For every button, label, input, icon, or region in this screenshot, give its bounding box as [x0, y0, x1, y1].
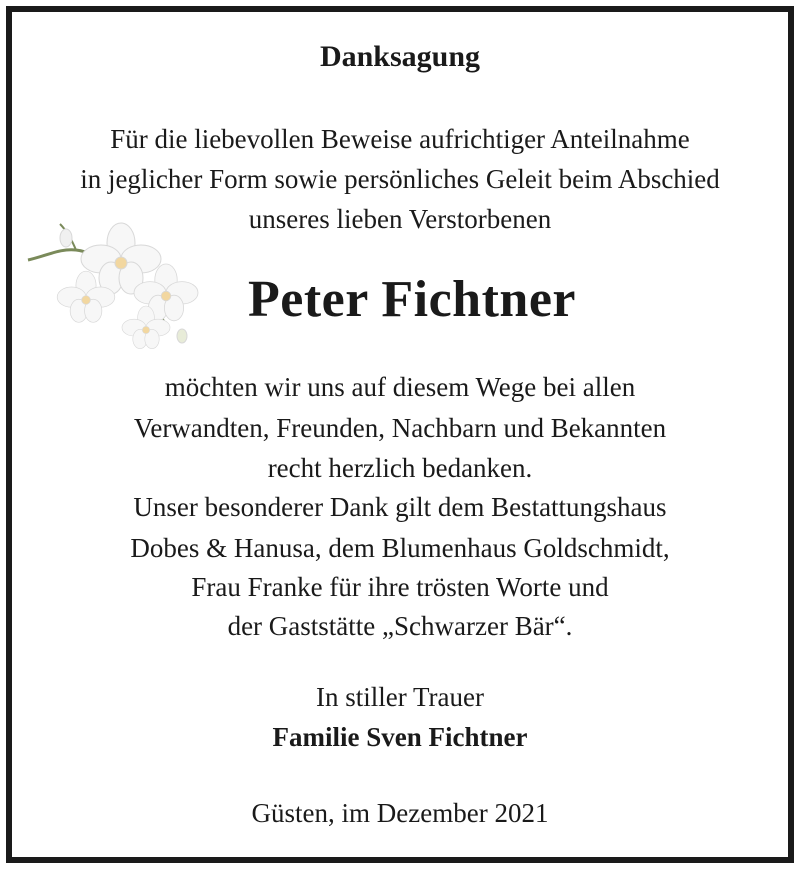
mourning-line: In stiller Trauer	[316, 682, 484, 712]
body-line-1: möchten wir uns auf diesem Wege bei allen	[164, 372, 636, 402]
place-date: Güsten, im Dezember 2021	[251, 798, 549, 828]
deceased-name: Peter Fichtner	[248, 271, 576, 328]
notice-heading: Danksagung	[319, 40, 481, 73]
body-line-6: Frau Franke für ihre trösten Worte und	[191, 572, 609, 602]
family-signature: Familie Sven Fichtner	[272, 722, 528, 752]
orchid-flower-icon	[26, 218, 201, 358]
body-line-4: Unser besonderer Dank gilt dem Bestattungshaus	[133, 492, 667, 522]
body-line-7: der Gaststätte „Schwarzer Bär“.	[227, 611, 573, 641]
body-line-5: Dobes & Hanusa, dem Blumenhaus Goldschmidt,	[130, 533, 670, 563]
body-line-3: recht herzlich bedanken.	[267, 453, 533, 483]
intro-line-2: in jeglicher Form sowie persönliches Geleit beim Abschied	[80, 164, 720, 194]
notice-frame	[6, 6, 794, 863]
intro-line-3: unseres lieben Verstorbenen	[248, 204, 552, 234]
body-line-2: Verwandten, Freunden, Nachbarn und Bekannten	[133, 413, 667, 443]
intro-line-1: Für die liebevollen Beweise aufrichtiger Anteilnahme	[110, 124, 690, 154]
